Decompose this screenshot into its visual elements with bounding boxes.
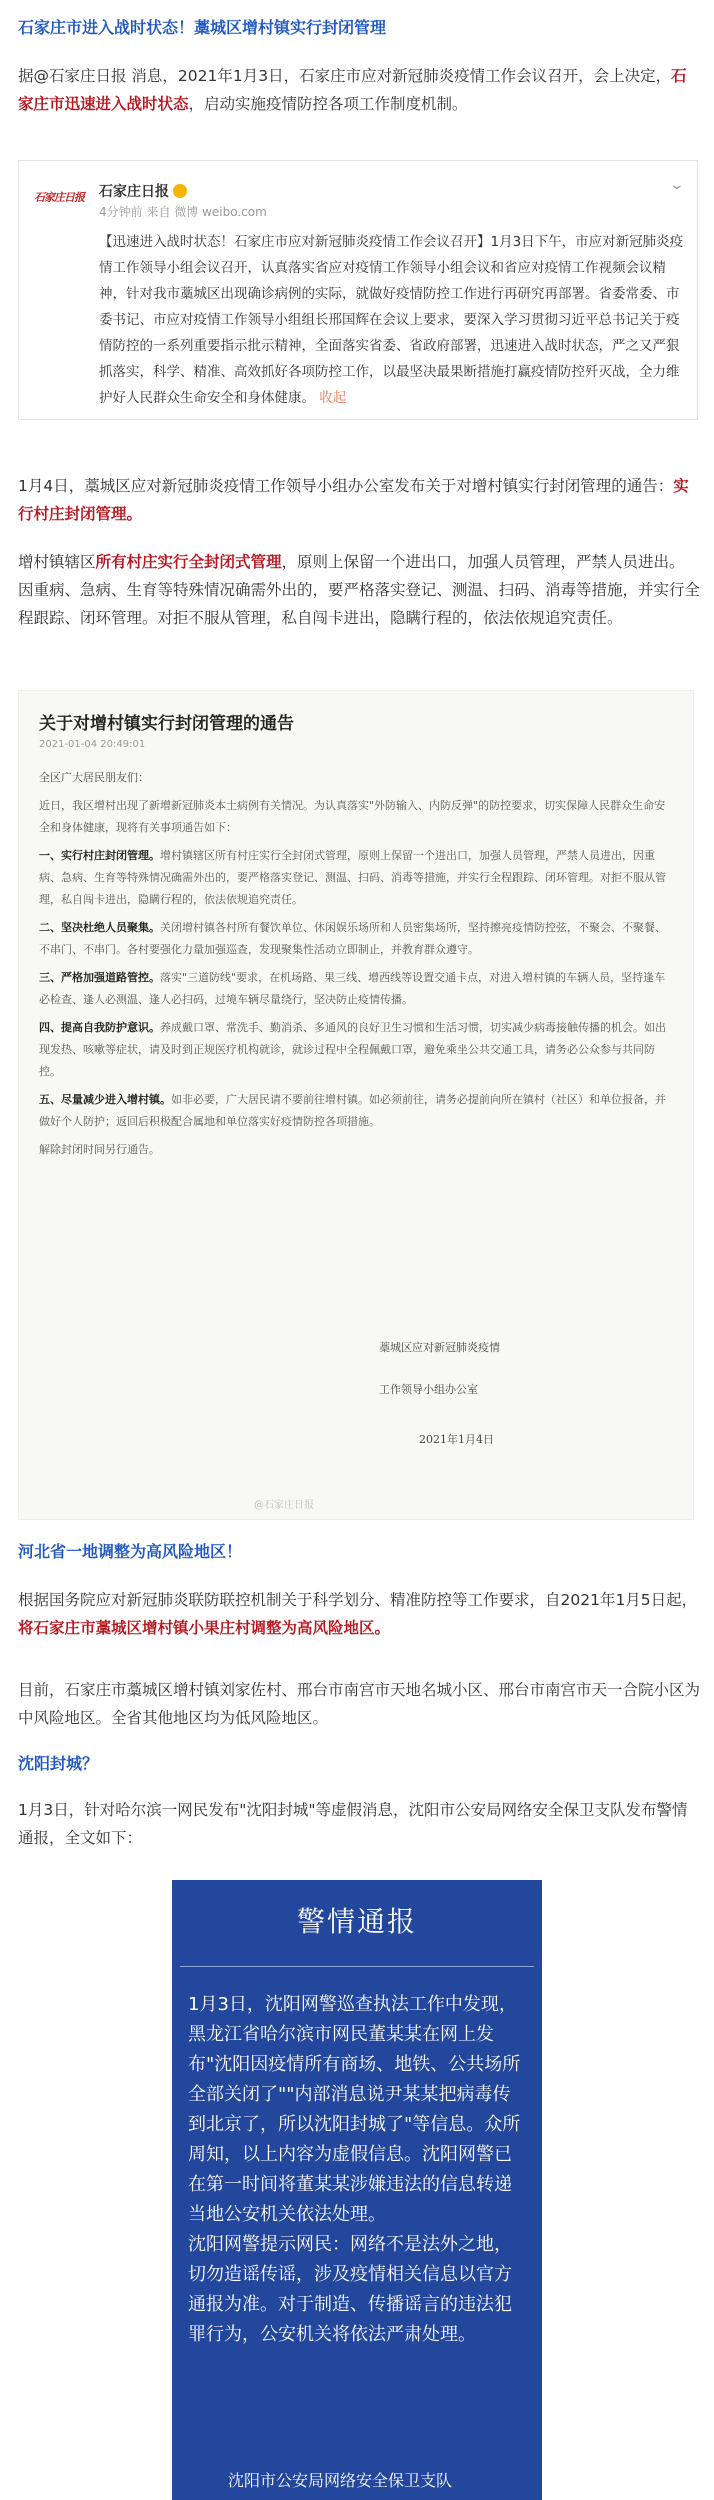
intro-text: 据@石家庄日报 消息，2021年1月3日，石家庄市应对新冠肺炎疫情工作会议召开，会上决定， [18, 67, 672, 85]
notice-image [18, 690, 694, 1520]
paragraph-closure-detail: 增村镇辖区所有村庄实行全封闭式管理，原则上保留一个进出口，加强人员管理，严禁人员进出。因重病、急病、生育等特殊情况确需外出的，要严格落实登记、测温、扫码、消毒等措施，并实行全程跟踪、闭环管理。对拒不服从管理，私自闯卡进出，隐瞒行程的，依法依规追究责任。 [18, 553, 701, 627]
weibo-text: 【迅速进入战时状态！石家庄市应对新冠肺炎疫情工作会议召开】1月3日下午，市应对新冠肺炎疫情工作领导小组会议召开，认真落实省应对疫情工作领导小组会议和省应对疫情工作视频会议精神，针对我市藁城区出现确诊病例的实际，就做好疫情防控工作进行再研究再部署。省委常委、市委书记、市应对疫情工作领导小组组长邢国辉在会议上要求，要深入学习贯彻习近平总书记关于疫情防控的一系列重要指示批示精神，全面落实省委、省政府部署，迅速进入战时状态，严之又严狠抓落实，科学、精准、高效抓好各项防控工作，以最坚决最果断措施打赢疫情防控歼灭战，全力维护好人民群众生命安全和身体健康。 收起 [99, 234, 684, 406]
notice-section: 三、严格加强道路管控。落实"三道防线"要求，在机场路、果三线、增西线等设置交通卡点，对进入增村镇的车辆人员，坚持逢车必检查、逢人必测温、逢人必扫码，过境车辆尽量绕行，坚决防止疫情传播。 [39, 971, 666, 1006]
notice-section: 五、尽量减少进入增村镇。如非必要，广大居民请不要前往增村镇。如必须前往，请务必提前向所在镇村（社区）和单位报备，并做好个人防护；返回后积极配合属地和单位落实好疫情防控各项措施。 [39, 1093, 666, 1128]
police-notice-p2: 沈阳网警提示网民：网络不是法外之地，切勿造谣传谣，涉及疫情相关信息以官方通报为准。对于制造、传播谣言的违法犯罪行为，公安机关将依法严肃处理。 [188, 2234, 512, 2345]
notice-greeting: 全区广大居民朋友们： [39, 771, 149, 784]
paragraph-jan4: 1月4日，藁城区应对新冠肺炎疫情工作领导小组办公室发布关于对增村镇实行封闭管理的通告：实行村庄封闭管理。 [18, 477, 689, 523]
section-title-shijiazhuang: 石家庄市进入战时状态！藁城区增村镇实行封闭管理 [18, 18, 387, 37]
paragraph-shenyang: 1月3日，针对哈尔滨一网民发布"沈阳封城"等虚假消息，沈阳市公安局网络安全保卫支队发布警情通报，全文如下： [18, 1801, 688, 1847]
section-title-shenyang: 沈阳封城？ [18, 1754, 99, 1773]
police-notice-body [188, 1990, 528, 2350]
paragraph-high-risk-highlight: 将石家庄市藁城区增村镇小果庄村调整为高风险地区。 [18, 1619, 391, 1637]
paragraph-medium-risk: 目前，石家庄市藁城区增村镇刘家佐村、邢台市南宫市天地名城小区、邢台市南宫市天一合院小区为中风险地区。全省其他地区均为低风险地区。 [18, 1681, 701, 1727]
weibo-meta: 4分钟前 来自 微博 weibo.com [99, 205, 267, 219]
divider [180, 1966, 534, 1967]
watermark: @石家庄日报 [254, 1500, 314, 1511]
intro-paragraph [18, 62, 700, 118]
notice-section: 一、实行村庄封闭管理。增村镇辖区所有村庄实行全封闭式管理，原则上保留一个进出口，加强人员管理，严禁人员进出，因重病、急病、生育等特殊情况确需外出的，要严格落实登记、测温、扫码、消毒等措施，并实行全程跟踪、闭环管理。对拒不服从管理，私自闯卡进出，隐瞒行程的，依法依规追究责任。 [39, 849, 666, 906]
intro-highlight: 石家庄市迅速进入战时状态 [18, 67, 687, 113]
police-notice-p1: 1月3日，沈阳网警巡查执法工作中发现，黑龙江省哈尔滨市网民董某某在网上发布"沈阳因疫情所有商场、地铁、公共场所全部关闭了""内部消息说尹某某把病毒传到北京了，所以沈阳封城了"等信息。众所周知，以上内容为虚假信息。沈阳网警已在第一时间将董某某涉嫌违法的信息转递当地公安机关依法处理。 [188, 1994, 521, 2225]
notice-closing: 解除封闭时间另行通告。 [39, 1143, 160, 1156]
notice-time: 2021-01-04 20:49:01 [39, 739, 146, 750]
notice-intro: 近日，我区增村出现了新增新冠肺炎本土病例有关情况。为认真落实"外防输入、内防反弹"的防控要求，切实保障人民群众生命安全和身体健康，现将有关事项通告如下： [39, 799, 666, 834]
paragraph-closure-highlight: 所有村庄实行全封闭式管理 [95, 553, 282, 571]
police-notice-title: 警情通报 [296, 1905, 417, 1938]
notice-title: 关于对增村镇实行封闭管理的通告 [39, 714, 294, 734]
police-notice-image [172, 1880, 542, 2500]
paragraph-jan4-highlight: 实行村庄封闭管理。 [18, 477, 689, 523]
intro-text-end: ，启动实施疫情防控各项工作制度机制。 [188, 95, 468, 113]
police-notice-signature: 沈阳市公安局网络安全保卫支队 [228, 2471, 453, 2490]
notice-section: 四、提高自我防护意识。养成戴口罩、常洗手、勤消杀、多通风的良好卫生习惯和生活习惯，切实减少病毒接触传播的机会。如出现发热、咳嗽等症状，请及时到正规医疗机构就诊，就诊过程中全程佩戴口罩，避免乘坐公共交通工具，请务必公众参与共同防控。 [39, 1021, 666, 1078]
verified-badge-icon [173, 184, 187, 198]
notice-signature-org: 藁城区应对新冠肺炎疫情 [379, 1341, 500, 1354]
collapse-link[interactable]: 收起 [319, 390, 347, 406]
notice-signature-org2: 工作领导小组办公室 [379, 1383, 478, 1396]
weibo-account-name[interactable]: 石家庄日报 [99, 181, 187, 201]
notice-section: 二、坚决杜绝人员聚集。关闭增村镇各村所有餐饮单位、休闲娱乐场所和人员密集场所，坚持擦亮疫情防控弦，不聚会、不聚餐、不串门、不串门。各村要强化力量加强巡查，发现聚集性活动立即制止，并教育群众遵守。 [39, 921, 666, 956]
section-title-hebei: 河北省一地调整为高风险地区！ [18, 1542, 243, 1561]
weibo-avatar[interactable]: 石家庄日报 [34, 191, 84, 204]
notice-date: 2021年1月4日 [419, 1433, 494, 1446]
paragraph-high-risk: 根据国务院应对新冠肺炎联防联控机制关于科学划分、精准防控等工作要求，自2021年1月5日起，将石家庄市藁城区增村镇小果庄村调整为高风险地区。 [18, 1591, 698, 1637]
weibo-card[interactable] [18, 160, 698, 420]
notice-body [39, 795, 675, 1161]
chevron-down-icon[interactable]: ⌄ [668, 177, 686, 193]
